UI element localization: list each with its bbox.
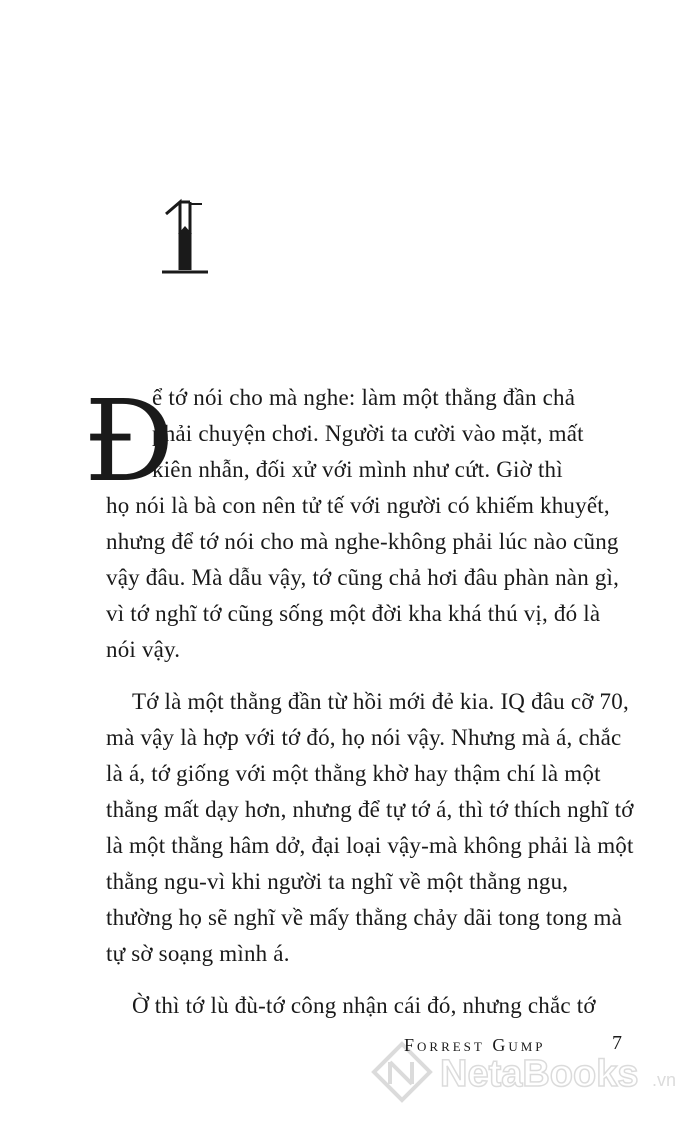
paragraph-1-rest: họ nói là bà con nên tử tế với người có khiếm khuyết, nhưng để tớ nói cho mà nghe-không phải lúc nào cũng vậy đâu. Mà dẫu vậy, tớ cũng chả hơi đâu phàn nàn gì, vì tớ nghĩ tớ cũng sống một đời kha khá thú vị, đó là nói vậy.: [106, 493, 620, 662]
chapter-number: [158, 198, 218, 278]
paragraph-1-line-3: kiên nhẫn, đối xử với mình như cứt. Giờ thì: [152, 457, 563, 482]
svg-text:.vn: .vn: [652, 1070, 677, 1090]
paragraph-1-line-2: phải chuyện chơi. Người ta cười vào mặt, mất: [152, 421, 584, 446]
drop-cap: Đ: [84, 377, 175, 507]
page-number: 7: [612, 1032, 622, 1054]
chapter-number-glyph: [158, 198, 218, 278]
svg-text:NetaBooks: NetaBooks: [440, 1053, 639, 1095]
paragraph-1-line-1: ể tớ nói cho mà nghe: làm một thằng đần chả: [152, 385, 576, 410]
paragraph-1: [106, 380, 634, 668]
paragraph-2: Tớ là một thằng đần từ hồi mới đẻ kia. IQ đâu cỡ 70, mà vậy là hợp với tớ đó, họ nói vậy. Nhưng mà á, chắc là á, tớ giống với một thằng khờ hay thậm chí là một thằng mất dạy hơn, nhưng để tự tớ á, thì tớ thích nghĩ tớ là một thằng hâm dở, đại loại vậy-mà không phải là một thằng ngu-vì khi người ta nghĩ về một thằng ngu, thường họ sẽ nghĩ về mấy thằng chảy dãi tong tong mà tự sờ soạng mình á.: [106, 689, 634, 966]
body-text: [106, 380, 634, 1040]
running-title: Forrest Gump: [404, 1035, 546, 1055]
paragraph-3: Ờ thì tớ lù đù-tớ công nhận cái đó, nhưng chắc tớ: [132, 993, 596, 1018]
